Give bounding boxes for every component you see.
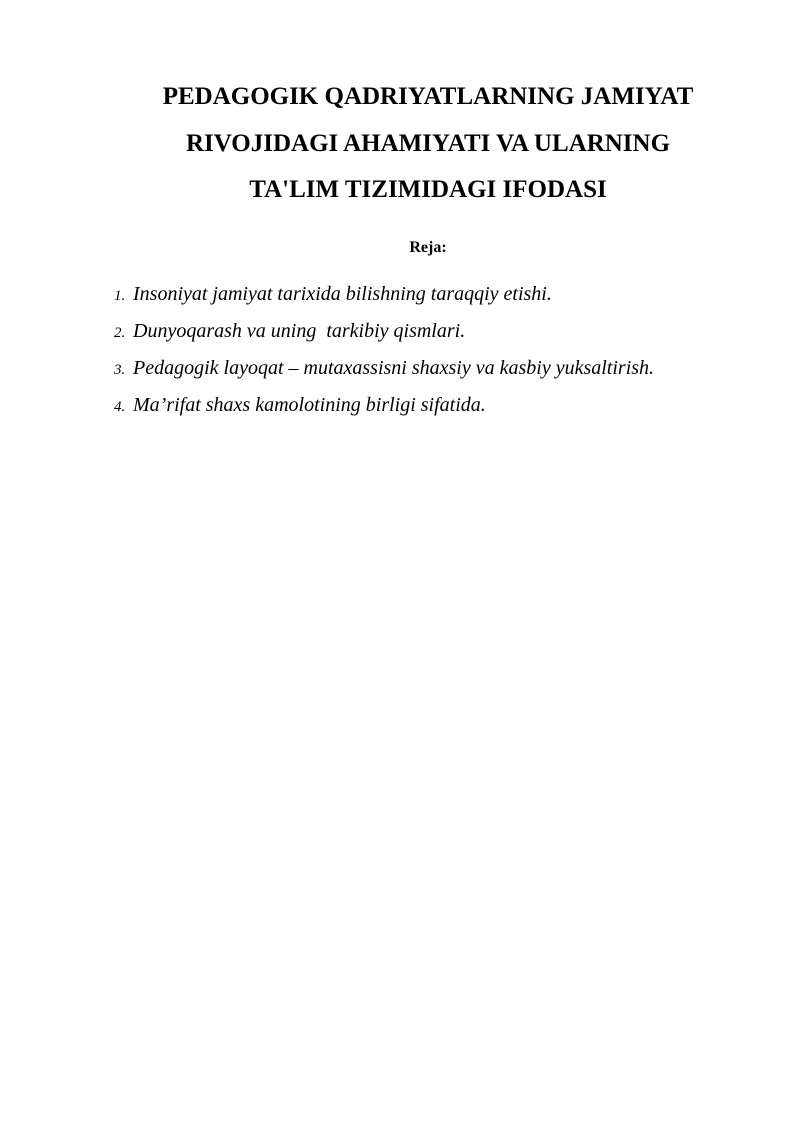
plan-item-text: Insoniyat jamiyat tarixida bilishning taraqqiy etishi. [133, 283, 552, 305]
plan-item [114, 354, 654, 391]
plan-item-number: 4. [114, 399, 126, 415]
title-line-1: PEDAGOGIK QADRIYATLARNING JAMIYAT [162, 83, 694, 110]
plan-heading: Reja: [409, 239, 447, 256]
plan-item-number: 2. [114, 325, 126, 341]
plan-item [114, 391, 654, 428]
plan-item-text: Dunyoqarash va uning tarkibiy qismlari. [133, 320, 466, 342]
plan-item-number: 1. [114, 288, 126, 304]
document-title [118, 74, 738, 214]
title-line-2: RIVOJIDAGI AHAMIYATI VA ULARNING [185, 129, 671, 157]
plan-list [114, 280, 654, 428]
plan-item-text: Ma’rifat shaxs kamolotining birligi sifatida. [133, 394, 486, 416]
plan-item-text: Pedagogik layoqat – mutaxassisni shaxsiy va kasbiy yuksaltirish. [133, 357, 655, 379]
title-line-3: TA'LIM TIZIMIDAGI IFODASI [249, 176, 607, 203]
plan-item [114, 317, 654, 354]
plan-item [114, 280, 654, 317]
plan-item-number: 3. [114, 362, 126, 378]
